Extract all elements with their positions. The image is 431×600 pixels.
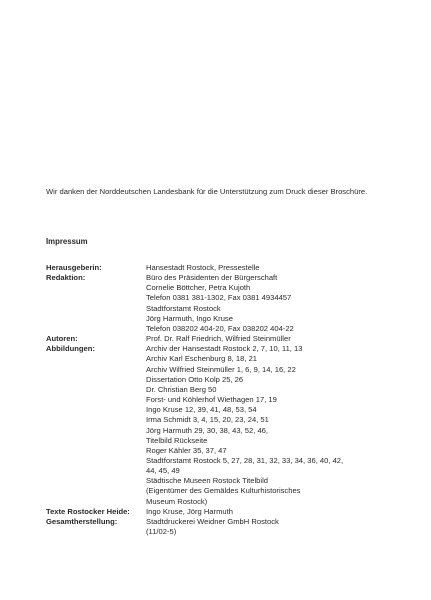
- impressum-value-line: Ingo Kruse, Jörg Harmuth: [146, 506, 233, 516]
- impressum-label: Herausgeberin:: [46, 263, 102, 272]
- impressum-value-line: Büro des Präsidenten der Bürgerschaft: [146, 273, 278, 283]
- impressum-values: [146, 273, 416, 334]
- impressum-value-line: Archiv der Hansestadt Rostock 2, 7, 10, 11, 13: [146, 344, 303, 354]
- impressum-value-line: Stadtforstamt Rostock: [146, 303, 221, 313]
- impressum-values: [146, 263, 416, 273]
- impressum-label: Autoren:: [46, 334, 78, 344]
- impressum-value-line: Museum Rostock): [146, 496, 208, 506]
- impressum-values: [146, 517, 416, 537]
- impressum-value-line: Ingo Kruse 12, 39, 41, 48, 53, 54: [146, 405, 257, 415]
- impressum-values: [146, 334, 416, 344]
- impressum-row: [46, 273, 416, 334]
- impressum-label: Texte Rostocker Heide:: [46, 506, 130, 516]
- impressum-row: [46, 263, 416, 273]
- impressum-value-line: Dr. Christian Berg 50: [146, 384, 217, 394]
- impressum-values: [146, 344, 416, 507]
- impressum-value-line: Archiv Karl Eschenburg 8, 18, 21: [146, 354, 258, 364]
- impressum-table: [46, 263, 416, 537]
- impressum-value-line: (11/02-5): [146, 527, 177, 537]
- impressum-value-line: Hansestadt Rostock, Pressestelle: [146, 263, 260, 272]
- impressum-value-line: (Eigentümer des Gemäldes Kulturhistorisches: [146, 486, 301, 496]
- impressum-row: [46, 517, 416, 537]
- acknowledgement-text: Wir danken der Norddeutschen Landesbank für die Unterstützung zum Druck dieser Broschüre.: [46, 187, 368, 196]
- impressum-value-line: Dissertation Otto Kolp 25, 26: [146, 374, 244, 384]
- impressum-label: Gesamtherstellung:: [46, 516, 118, 526]
- impressum-value-line: Titelbild Rückseite: [146, 435, 208, 445]
- impressum-label: Abbildungen:: [46, 344, 95, 354]
- impressum-value-line: Städtische Museen Rostock Titelbild: [146, 476, 268, 486]
- impressum-value-line: Jörg Harmuth 29, 30, 38, 43, 52, 46,: [146, 425, 268, 435]
- impressum-value-line: Cornelie Böttcher, Petra Kujoth: [146, 283, 251, 293]
- impressum-value-line: 44, 45, 49: [146, 466, 180, 476]
- impressum-values: [146, 507, 416, 517]
- impressum-row: [46, 334, 416, 344]
- impressum-value-line: Telefon 0381 381-1302, Fax 0381 4934457: [146, 293, 292, 303]
- impressum-value-line: Stadtdruckerei Weidner GmbH Rostock: [146, 516, 279, 526]
- impressum-heading: Impressum: [46, 237, 88, 246]
- impressum-value-line: Prof. Dr. Ralf Friedrich, Wilfried Steinmüller: [146, 334, 291, 344]
- impressum-value-line: Irma Schmidt 3, 4, 15, 20, 23, 24, 51: [146, 415, 269, 425]
- impressum-row: [46, 507, 416, 517]
- impressum-value-line: Forst- und Köhlerhof Wiethagen 17, 19: [146, 395, 277, 405]
- impressum-row: [46, 344, 416, 507]
- impressum-label: Redaktion:: [46, 273, 86, 283]
- impressum-value-line: Archiv Wilfried Steinmüller 1, 6, 9, 14, 16, 22: [146, 364, 296, 374]
- impressum-value-line: Jörg Harmuth, Ingo Kruse: [146, 313, 233, 323]
- impressum-value-line: Stadtforstamt Rostock 5, 27, 28, 31, 32, 33, 34, 36, 40, 42,: [146, 455, 344, 465]
- impressum-value-line: Roger Kähler 35, 37, 47: [146, 445, 227, 455]
- impressum-value-line: Telefon 038202 404-20, Fax 038202 404-22: [146, 323, 294, 333]
